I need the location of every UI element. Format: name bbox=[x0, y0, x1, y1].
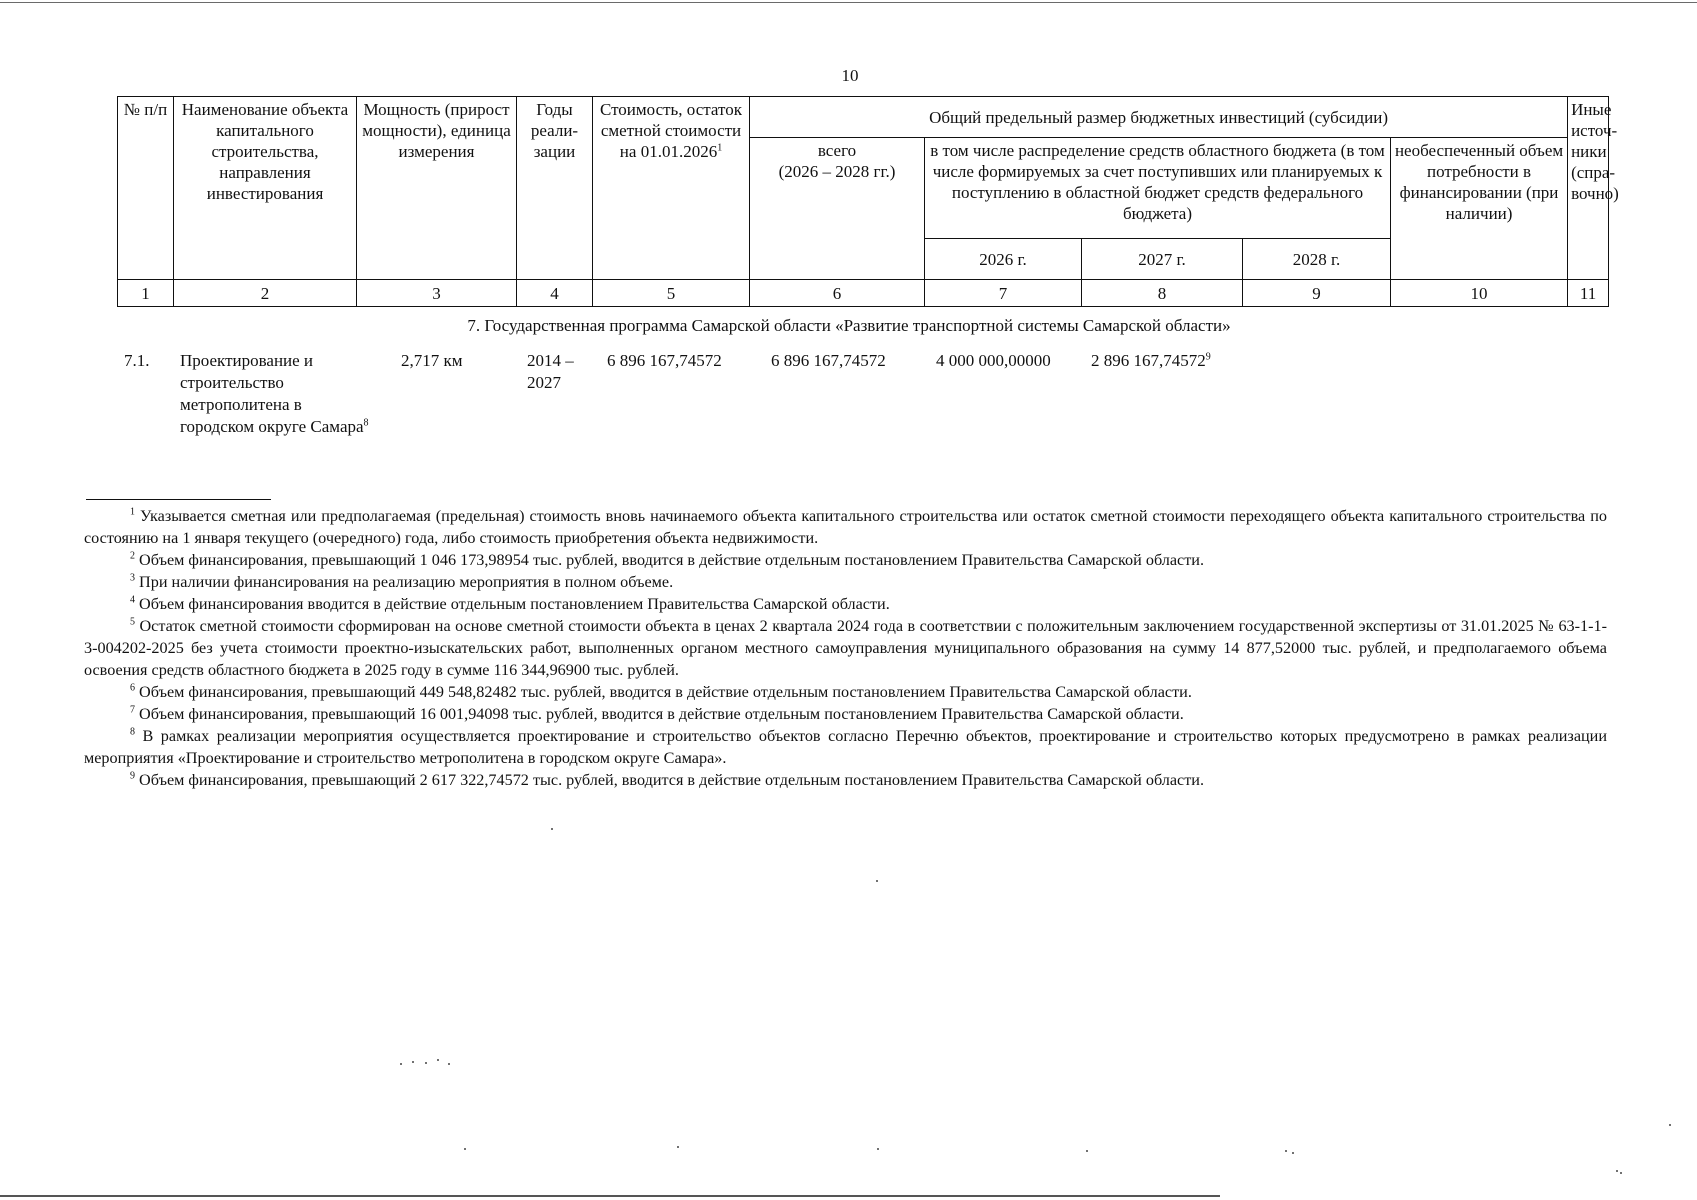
footnote-text: В рамках реализации мероприятия осуществляется проектирование и строительство объектов согласно Перечню объектов, проектирование и строительство которых предусмотрено в рамках реализации мероприятия «Проектирование и строительство метрополитена в городском округе Самара». bbox=[84, 727, 1607, 767]
footnote-number: 3 bbox=[130, 572, 135, 584]
footnotes bbox=[84, 505, 1607, 791]
scan-speck bbox=[1669, 1124, 1671, 1126]
footnote bbox=[84, 593, 1607, 615]
footnote bbox=[84, 681, 1607, 703]
row-capacity: 2,717 км bbox=[401, 351, 463, 370]
footnote-number: 2 bbox=[130, 550, 135, 562]
scan-edge-bottom bbox=[0, 1195, 1220, 1197]
header-regional-distribution: в том числе распределение средств областного бюджета (в том числе формируемых за счет поступивших или планируемых к поступлению в областной бюджет средств федерального бюджета) bbox=[925, 138, 1391, 239]
column-number: 2 bbox=[174, 280, 357, 307]
column-number: 4 bbox=[517, 280, 593, 307]
row-object-name bbox=[180, 350, 380, 438]
footnote bbox=[84, 725, 1607, 769]
row-name-footnote-ref: 8 bbox=[363, 417, 369, 429]
column-number: 3 bbox=[357, 280, 517, 307]
footnote-number: 4 bbox=[130, 594, 135, 606]
footnote bbox=[84, 505, 1607, 549]
column-number: 7 bbox=[925, 280, 1082, 307]
column-number-row bbox=[118, 280, 1609, 307]
footnote-number: 5 bbox=[130, 616, 135, 628]
footnote-text: Объем финансирования, превышающий 1 046 173,98954 тыс. рублей, вводится в действие отдельным постановлением Правительства Самарской области. bbox=[139, 551, 1205, 569]
footnote-number: 1 bbox=[130, 506, 135, 518]
row-total: 6 896 167,74572 bbox=[771, 351, 886, 370]
scan-edge-top bbox=[0, 2, 1697, 3]
footnote bbox=[84, 769, 1607, 791]
header-budget-group: Общий предельный размер бюджетных инвестиций (субсидии) bbox=[750, 97, 1568, 138]
scan-speck bbox=[412, 1061, 414, 1063]
row-year-2027 bbox=[1091, 350, 1211, 372]
scan-speck bbox=[400, 1063, 402, 1065]
row-cost: 6 896 167,74572 bbox=[607, 351, 722, 370]
scan-speck bbox=[1086, 1150, 1088, 1152]
row-year-2027-value: 2 896 167,74572 bbox=[1091, 351, 1206, 370]
column-number: 5 bbox=[593, 280, 750, 307]
column-number: 1 bbox=[118, 280, 174, 307]
footnote-separator bbox=[86, 499, 271, 500]
header-other-sources: Иные источ-ники (спра-вочно) bbox=[1568, 97, 1609, 280]
footnote-text: Объем финансирования вводится в действие отдельным постановлением Правительства Самарской области. bbox=[139, 595, 890, 613]
page-number: 10 bbox=[841, 66, 859, 85]
footnote-number: 7 bbox=[130, 704, 135, 716]
section-title: 7. Государственная программа Самарской области «Развитие транспортной системы Самарской области» bbox=[467, 316, 1231, 335]
header-year-2026: 2026 г. bbox=[925, 239, 1082, 280]
footnote-number: 6 bbox=[130, 682, 135, 694]
footnote bbox=[84, 571, 1607, 593]
footnote-text: Объем финансирования, превышающий 16 001,94098 тыс. рублей, вводится в действие отдельным постановлением Правительства Самарской области. bbox=[139, 705, 1184, 723]
header-unsecured: необеспеченный объем потребности в финансировании (при наличии) bbox=[1391, 138, 1568, 280]
header-cost bbox=[593, 97, 750, 280]
scan-speck bbox=[876, 880, 878, 882]
scan-speck bbox=[877, 1148, 879, 1150]
scan-speck bbox=[437, 1059, 439, 1061]
footnote-text: Объем финансирования, превышающий 2 617 322,74572 тыс. рублей, вводится в действие отдельным постановлением Правительства Самарской области. bbox=[139, 771, 1205, 789]
column-number: 10 bbox=[1391, 280, 1568, 307]
header-cost-text: Стоимость, остаток сметной стоимости на 01.01.2026 bbox=[599, 100, 742, 161]
footnote-number: 9 bbox=[130, 770, 135, 782]
row-number: 7.1. bbox=[124, 351, 150, 370]
scan-speck bbox=[551, 828, 553, 830]
scan-speck bbox=[1285, 1150, 1287, 1152]
row-year-2027-footnote-ref: 9 bbox=[1205, 351, 1211, 363]
header-object-name: Наименование объекта капитального строительства, направления инвестирования bbox=[174, 97, 357, 280]
scan-speck bbox=[677, 1146, 679, 1148]
header-total-line2: (2026 – 2028 гг.) bbox=[778, 162, 896, 181]
footnote bbox=[84, 549, 1607, 571]
footnote-text: Указывается сметная или предполагаемая (предельная) стоимость вновь начинаемого объекта капитального строительства или остаток сметной стоимости переходящего объекта капитального строительства по состоянию на 1 января текущего (очередного) года, либо стоимость приобретения объекта недвижимости. bbox=[84, 507, 1607, 547]
header-capacity: Мощность (прирост мощности), единица измерения bbox=[357, 97, 517, 280]
footnote bbox=[84, 615, 1607, 681]
scan-speck bbox=[464, 1148, 466, 1150]
footnote-text: Остаток сметной стоимости сформирован на основе сметной стоимости объекта в ценах 2 квартала 2024 года в соответствии с положительным заключением государственной экспертизы от 31.01.2025 № 63-1-1-3-004202-2025 без учета стоимости проектно-изыскательских работ, выполненных органом местного самоуправления муниципального образования на сумму 14 877,52000 тыс. рублей, и предполагаемого объема освоения средств областного бюджета в 2025 году в сумме 116 344,96900 тыс. рублей. bbox=[84, 617, 1608, 679]
budget-investment-table bbox=[117, 96, 1619, 307]
footnote bbox=[84, 703, 1607, 725]
scan-speck bbox=[1292, 1152, 1294, 1154]
column-number: 6 bbox=[750, 280, 925, 307]
column-number: 9 bbox=[1243, 280, 1391, 307]
header-year-2028: 2028 г. bbox=[1243, 239, 1391, 280]
header-cost-footnote-ref: 1 bbox=[717, 142, 723, 154]
scan-speck bbox=[1616, 1170, 1618, 1172]
scan-speck bbox=[425, 1062, 427, 1064]
column-number: 11 bbox=[1568, 280, 1609, 307]
scan-speck bbox=[448, 1063, 450, 1065]
header-total-line1: всего bbox=[817, 141, 857, 160]
footnote-number: 8 bbox=[130, 726, 135, 738]
footnote-text: Объем финансирования, превышающий 449 548,82482 тыс. рублей, вводится в действие отдельным постановлением Правительства Самарской области. bbox=[139, 683, 1192, 701]
row-object-name-text: Проектирование и строительство метрополитена в городском округе Самара bbox=[180, 351, 364, 436]
scan-speck bbox=[1620, 1172, 1622, 1174]
row-years: 2014 – 2027 bbox=[527, 351, 574, 392]
column-number: 8 bbox=[1082, 280, 1243, 307]
footnote-text: При наличии финансирования на реализацию мероприятия в полном объеме. bbox=[139, 573, 674, 591]
header-num: № п/п bbox=[118, 97, 174, 280]
table-row bbox=[0, 350, 1697, 460]
header-year-2027: 2027 г. bbox=[1082, 239, 1243, 280]
row-year-2026: 4 000 000,00000 bbox=[936, 351, 1051, 370]
header-total bbox=[750, 138, 925, 280]
header-years: Годы реали-зации bbox=[517, 97, 593, 280]
